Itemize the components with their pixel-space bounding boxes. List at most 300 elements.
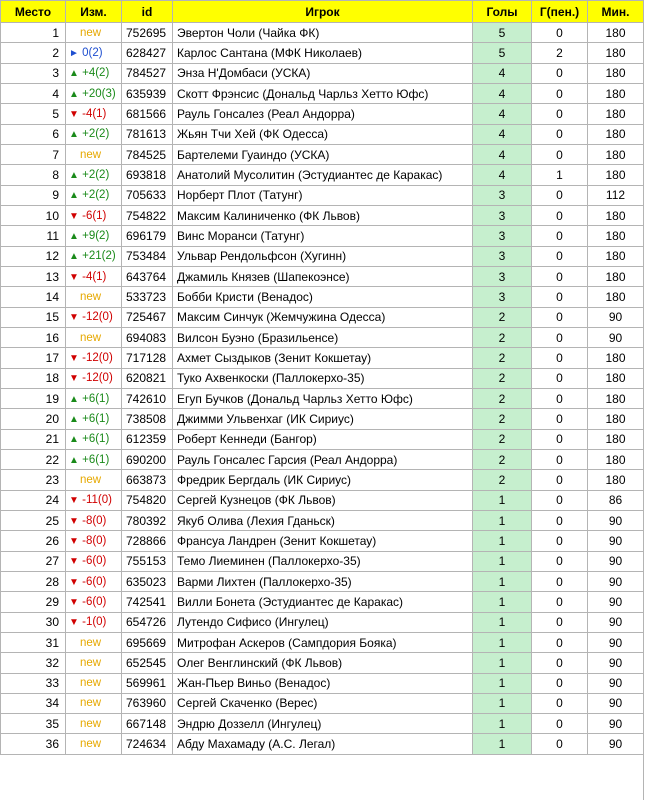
cell-penalties[interactable]: 0 (532, 205, 588, 225)
cell-penalties[interactable]: 0 (532, 571, 588, 591)
cell-player[interactable]: Жан-Пьер Виньо (Венадос) (173, 673, 473, 693)
cell-place[interactable]: 1 (1, 23, 66, 43)
cell-id[interactable]: 652545 (122, 653, 173, 673)
cell-place[interactable]: 8 (1, 165, 66, 185)
cell-goals[interactable]: 4 (473, 63, 532, 83)
cell-minutes[interactable]: 180 (588, 348, 644, 368)
cell-penalties[interactable]: 0 (532, 348, 588, 368)
table-row (1, 348, 644, 368)
cell-place[interactable]: 14 (1, 287, 66, 307)
cell-minutes[interactable]: 90 (588, 307, 644, 327)
cell-goals[interactable]: 3 (473, 266, 532, 286)
cell-place[interactable]: 28 (1, 571, 66, 591)
table-row (1, 592, 644, 612)
cell-id[interactable]: 717128 (122, 348, 173, 368)
cell-player[interactable]: Якуб Олива (Лехия Гданьск) (173, 510, 473, 530)
change-value: -6(0) (82, 555, 107, 568)
cell-minutes[interactable]: 112 (588, 185, 644, 205)
cell-player[interactable]: Роберт Кеннеди (Бангор) (173, 429, 473, 449)
cell-id[interactable]: 753484 (122, 246, 173, 266)
cell-change[interactable] (66, 734, 122, 754)
cell-id[interactable]: 728866 (122, 531, 173, 551)
cell-player[interactable]: Максим Калиниченко (ФК Львов) (173, 205, 473, 225)
cell-goals[interactable]: 4 (473, 104, 532, 124)
cell-change[interactable] (66, 653, 122, 673)
cell-change[interactable] (66, 510, 122, 530)
cell-change[interactable] (66, 490, 122, 510)
cell-minutes[interactable]: 180 (588, 409, 644, 429)
cell-id[interactable]: 755153 (122, 551, 173, 571)
cell-place[interactable]: 16 (1, 327, 66, 347)
cell-minutes[interactable]: 180 (588, 429, 644, 449)
cell-goals[interactable]: 1 (473, 612, 532, 632)
cell-id[interactable]: 781613 (122, 124, 173, 144)
cell-penalties[interactable]: 0 (532, 693, 588, 713)
cell-penalties[interactable]: 0 (532, 63, 588, 83)
cell-place[interactable]: 17 (1, 348, 66, 368)
cell-id[interactable]: 620821 (122, 368, 173, 388)
cell-minutes[interactable]: 180 (588, 124, 644, 144)
cell-goals[interactable]: 4 (473, 165, 532, 185)
cell-id[interactable]: 690200 (122, 449, 173, 469)
cell-penalties[interactable]: 0 (532, 653, 588, 673)
cell-id[interactable]: 705633 (122, 185, 173, 205)
cell-goals[interactable]: 1 (473, 714, 532, 734)
change-value: -11(0) (82, 494, 112, 507)
cell-change[interactable] (66, 693, 122, 713)
arrow-down-icon: ▼ (69, 617, 79, 629)
cell-player[interactable]: Ахмет Сыздыков (Зенит Кокшетау) (173, 348, 473, 368)
cell-player[interactable]: Сергей Скаченко (Верес) (173, 693, 473, 713)
table-row (1, 510, 644, 530)
cell-minutes[interactable]: 90 (588, 510, 644, 530)
cell-id[interactable]: 752695 (122, 23, 173, 43)
cell-place[interactable]: 29 (1, 592, 66, 612)
cell-place[interactable]: 15 (1, 307, 66, 327)
cell-place[interactable]: 10 (1, 205, 66, 225)
cell-goals[interactable]: 2 (473, 409, 532, 429)
arrow-down-icon: ▼ (69, 596, 79, 608)
cell-minutes[interactable]: 90 (588, 612, 644, 632)
change-value: new (80, 717, 102, 730)
cell-penalties[interactable]: 0 (532, 266, 588, 286)
table-row (1, 612, 644, 632)
table-row (1, 531, 644, 551)
cell-minutes[interactable]: 180 (588, 144, 644, 164)
cell-minutes[interactable]: 180 (588, 43, 644, 63)
cell-minutes[interactable]: 86 (588, 490, 644, 510)
cell-id[interactable]: 663873 (122, 470, 173, 490)
cell-player[interactable]: Темо Лиеминен (Паллокерхо-35) (173, 551, 473, 571)
cell-goals[interactable]: 1 (473, 653, 532, 673)
cell-minutes[interactable]: 180 (588, 83, 644, 103)
cell-player[interactable]: Олег Венглинский (ФК Львов) (173, 653, 473, 673)
table-row (1, 714, 644, 734)
cell-place[interactable]: 18 (1, 368, 66, 388)
cell-player[interactable]: Анатолий Мусолитин (Эстудиантес де Каракас) (173, 165, 473, 185)
cell-player[interactable]: Рауль Гонсалез (Реал Андорра) (173, 104, 473, 124)
cell-id[interactable]: 635939 (122, 83, 173, 103)
cell-place[interactable]: 6 (1, 124, 66, 144)
cell-change[interactable] (66, 205, 122, 225)
cell-place[interactable]: 34 (1, 693, 66, 713)
cell-minutes[interactable]: 180 (588, 368, 644, 388)
cell-player[interactable]: Бобби Кристи (Венадос) (173, 287, 473, 307)
cell-player[interactable]: Варми Лихтен (Паллокерхо-35) (173, 571, 473, 591)
cell-place[interactable]: 22 (1, 449, 66, 469)
cell-penalties[interactable]: 0 (532, 307, 588, 327)
cell-id[interactable]: 754822 (122, 205, 173, 225)
cell-penalties[interactable]: 0 (532, 714, 588, 734)
cell-change[interactable] (66, 287, 122, 307)
cell-penalties[interactable]: 0 (532, 449, 588, 469)
cell-change[interactable] (66, 632, 122, 652)
cell-penalties[interactable]: 0 (532, 632, 588, 652)
cell-change[interactable] (66, 612, 122, 632)
cell-goals[interactable]: 2 (473, 470, 532, 490)
change-value: +6(1) (82, 392, 110, 405)
change-value: new (80, 656, 102, 669)
cell-id[interactable]: 784525 (122, 144, 173, 164)
cell-id[interactable]: 681566 (122, 104, 173, 124)
cell-place[interactable]: 30 (1, 612, 66, 632)
cell-goals[interactable]: 1 (473, 551, 532, 571)
cell-place[interactable]: 24 (1, 490, 66, 510)
table-row (1, 63, 644, 83)
table-body (1, 23, 644, 755)
cell-minutes[interactable]: 90 (588, 673, 644, 693)
cell-goals[interactable]: 1 (473, 632, 532, 652)
cell-minutes[interactable]: 90 (588, 531, 644, 551)
header-player[interactable]: Игрок (173, 1, 473, 23)
cell-place[interactable]: 31 (1, 632, 66, 652)
cell-place[interactable]: 20 (1, 409, 66, 429)
header-id[interactable]: id (122, 1, 173, 23)
cell-penalties[interactable]: 0 (532, 327, 588, 347)
cell-penalties[interactable]: 0 (532, 23, 588, 43)
cell-change[interactable] (66, 185, 122, 205)
cell-place[interactable]: 12 (1, 246, 66, 266)
cell-id[interactable]: 742541 (122, 592, 173, 612)
header-minutes[interactable]: Мин. (588, 1, 644, 23)
cell-id[interactable]: 694083 (122, 327, 173, 347)
cell-place[interactable]: 4 (1, 83, 66, 103)
cell-id[interactable]: 780392 (122, 510, 173, 530)
cell-penalties[interactable]: 0 (532, 673, 588, 693)
cell-id[interactable]: 612359 (122, 429, 173, 449)
arrow-up-icon: ▲ (69, 230, 79, 242)
cell-penalties[interactable]: 0 (532, 83, 588, 103)
change-value: new (80, 473, 102, 486)
cell-id[interactable]: 754820 (122, 490, 173, 510)
cell-minutes[interactable]: 180 (588, 388, 644, 408)
cell-minutes[interactable]: 180 (588, 165, 644, 185)
cell-penalties[interactable]: 0 (532, 470, 588, 490)
cell-place[interactable]: 5 (1, 104, 66, 124)
cell-goals[interactable]: 2 (473, 388, 532, 408)
cell-change[interactable] (66, 124, 122, 144)
cell-id[interactable]: 569961 (122, 673, 173, 693)
cell-player[interactable]: Эвертон Чоли (Чайка ФК) (173, 23, 473, 43)
cell-change[interactable] (66, 429, 122, 449)
cell-penalties[interactable]: 0 (532, 409, 588, 429)
cell-goals[interactable]: 3 (473, 246, 532, 266)
cell-player[interactable]: Джимми Ульвенхаг (ИК Сириус) (173, 409, 473, 429)
cell-place[interactable]: 35 (1, 714, 66, 734)
table-row (1, 653, 644, 673)
cell-change[interactable] (66, 83, 122, 103)
table-row (1, 327, 644, 347)
cell-minutes[interactable]: 90 (588, 551, 644, 571)
cell-change[interactable] (66, 673, 122, 693)
cell-minutes[interactable]: 180 (588, 63, 644, 83)
cell-change[interactable] (66, 307, 122, 327)
cell-place[interactable]: 19 (1, 388, 66, 408)
cell-player[interactable]: Норберт Плот (Татунг) (173, 185, 473, 205)
cell-minutes[interactable]: 90 (588, 693, 644, 713)
cell-id[interactable]: 742610 (122, 388, 173, 408)
cell-place[interactable]: 2 (1, 43, 66, 63)
cell-id[interactable]: 635023 (122, 571, 173, 591)
cell-player[interactable]: Жьян Тчи Хей (ФК Одесса) (173, 124, 473, 144)
cell-minutes[interactable]: 180 (588, 226, 644, 246)
cell-change[interactable] (66, 23, 122, 43)
cell-place[interactable]: 27 (1, 551, 66, 571)
cell-penalties[interactable]: 0 (532, 592, 588, 612)
cell-minutes[interactable]: 90 (588, 632, 644, 652)
cell-player[interactable]: Митрофан Аскеров (Сампдория Бояка) (173, 632, 473, 652)
cell-place[interactable]: 21 (1, 429, 66, 449)
cell-minutes[interactable]: 90 (588, 571, 644, 591)
cell-place[interactable]: 33 (1, 673, 66, 693)
cell-player[interactable]: Вилсон Буэно (Бразильенсе) (173, 327, 473, 347)
cell-place[interactable]: 32 (1, 653, 66, 673)
table-row (1, 287, 644, 307)
arrow-down-icon: ▼ (69, 108, 79, 120)
cell-place[interactable]: 3 (1, 63, 66, 83)
cell-place[interactable]: 9 (1, 185, 66, 205)
cell-change[interactable] (66, 165, 122, 185)
cell-goals[interactable]: 4 (473, 124, 532, 144)
cell-change[interactable] (66, 144, 122, 164)
cell-penalties[interactable]: 0 (532, 246, 588, 266)
cell-change[interactable] (66, 449, 122, 469)
cell-player[interactable]: Лутендо Сифисо (Ингулец) (173, 612, 473, 632)
cell-penalties[interactable]: 0 (532, 226, 588, 246)
cell-minutes[interactable]: 180 (588, 470, 644, 490)
cell-minutes[interactable]: 180 (588, 449, 644, 469)
cell-id[interactable]: 696179 (122, 226, 173, 246)
cell-id[interactable]: 695669 (122, 632, 173, 652)
cell-penalties[interactable]: 0 (532, 429, 588, 449)
cell-change[interactable] (66, 714, 122, 734)
cell-penalties[interactable]: 2 (532, 43, 588, 63)
cell-change[interactable] (66, 266, 122, 286)
cell-change[interactable] (66, 470, 122, 490)
table-row (1, 165, 644, 185)
cell-penalties[interactable]: 0 (532, 124, 588, 144)
cell-minutes[interactable]: 90 (588, 327, 644, 347)
header-goals[interactable]: Голы (473, 1, 532, 23)
cell-place[interactable]: 36 (1, 734, 66, 754)
change-value: -8(0) (82, 514, 107, 527)
header-change[interactable]: Изм. (66, 1, 122, 23)
cell-id[interactable]: 725467 (122, 307, 173, 327)
cell-player[interactable]: Франсуа Ландрен (Зенит Кокшетау) (173, 531, 473, 551)
cell-id[interactable]: 784527 (122, 63, 173, 83)
cell-penalties[interactable]: 0 (532, 510, 588, 530)
arrow-down-icon: ▼ (69, 576, 79, 588)
arrow-down-icon: ▼ (69, 312, 79, 324)
change-value: new (80, 677, 102, 690)
cell-change[interactable] (66, 63, 122, 83)
cell-player[interactable]: Бартелеми Гуаиндо (УСКА) (173, 144, 473, 164)
change-value: 0(2) (82, 46, 103, 59)
cell-minutes[interactable]: 90 (588, 653, 644, 673)
cell-player[interactable]: Винс Моранси (Татунг) (173, 226, 473, 246)
cell-minutes[interactable]: 180 (588, 287, 644, 307)
cell-id[interactable]: 738508 (122, 409, 173, 429)
header-penalties[interactable]: Г(пен.) (532, 1, 588, 23)
header-place[interactable]: Место (1, 1, 66, 23)
arrow-down-icon: ▼ (69, 210, 79, 222)
cell-minutes[interactable]: 180 (588, 266, 644, 286)
cell-penalties[interactable]: 0 (532, 388, 588, 408)
cell-player[interactable]: Рауль Гонсалес Гарсия (Реал Андорра) (173, 449, 473, 469)
cell-penalties[interactable]: 0 (532, 551, 588, 571)
cell-goals[interactable]: 1 (473, 490, 532, 510)
cell-change[interactable] (66, 327, 122, 347)
cell-place[interactable]: 11 (1, 226, 66, 246)
table-row (1, 449, 644, 469)
cell-minutes[interactable]: 180 (588, 104, 644, 124)
cell-goals[interactable]: 1 (473, 571, 532, 591)
cell-goals[interactable]: 3 (473, 205, 532, 225)
cell-player[interactable]: Максим Синчук (Жемчужина Одесса) (173, 307, 473, 327)
cell-id[interactable]: 533723 (122, 287, 173, 307)
cell-goals[interactable]: 2 (473, 348, 532, 368)
cell-id[interactable]: 724634 (122, 734, 173, 754)
cell-id[interactable]: 667148 (122, 714, 173, 734)
cell-goals[interactable]: 1 (473, 510, 532, 530)
cell-goals[interactable]: 1 (473, 734, 532, 754)
cell-player[interactable]: Туко Ахвенкоски (Паллокерхо-35) (173, 368, 473, 388)
cell-id[interactable]: 693818 (122, 165, 173, 185)
cell-place[interactable]: 25 (1, 510, 66, 530)
cell-change[interactable] (66, 571, 122, 591)
cell-goals[interactable]: 2 (473, 429, 532, 449)
table-row (1, 104, 644, 124)
cell-player[interactable]: Егуп Бучков (Дональд Чарльз Хетто Юфс) (173, 388, 473, 408)
cell-goals[interactable]: 4 (473, 144, 532, 164)
change-value: +6(1) (82, 412, 110, 425)
cell-minutes[interactable]: 180 (588, 205, 644, 225)
cell-id[interactable]: 654726 (122, 612, 173, 632)
cell-change[interactable] (66, 531, 122, 551)
cell-penalties[interactable]: 0 (532, 734, 588, 754)
cell-goals[interactable]: 2 (473, 307, 532, 327)
cell-player[interactable]: Ульвар Рендольфсон (Хугинн) (173, 246, 473, 266)
cell-change[interactable] (66, 388, 122, 408)
cell-player[interactable]: Энза Н'Домбаси (УСКА) (173, 63, 473, 83)
cell-penalties[interactable]: 0 (532, 531, 588, 551)
cell-goals[interactable]: 1 (473, 592, 532, 612)
cell-penalties[interactable]: 0 (532, 104, 588, 124)
cell-goals[interactable]: 1 (473, 531, 532, 551)
cell-player[interactable]: Вилли Бонета (Эстудиантес де Каракас) (173, 592, 473, 612)
table-row (1, 124, 644, 144)
change-value: +2(2) (82, 189, 110, 202)
cell-place[interactable]: 13 (1, 266, 66, 286)
cell-minutes[interactable]: 180 (588, 246, 644, 266)
cell-change[interactable] (66, 246, 122, 266)
cell-change[interactable] (66, 226, 122, 246)
change-value: -6(0) (82, 595, 107, 608)
cell-place[interactable]: 26 (1, 531, 66, 551)
cell-change[interactable] (66, 348, 122, 368)
cell-id[interactable]: 628427 (122, 43, 173, 63)
cell-penalties[interactable]: 1 (532, 165, 588, 185)
cell-player[interactable]: Джамиль Князев (Шапекоэнсе) (173, 266, 473, 286)
cell-penalties[interactable]: 0 (532, 612, 588, 632)
cell-change[interactable] (66, 409, 122, 429)
cell-goals[interactable]: 4 (473, 83, 532, 103)
cell-goals[interactable]: 3 (473, 287, 532, 307)
cell-change[interactable] (66, 551, 122, 571)
cell-change[interactable] (66, 104, 122, 124)
cell-penalties[interactable]: 0 (532, 144, 588, 164)
cell-change[interactable] (66, 368, 122, 388)
cell-minutes[interactable]: 180 (588, 23, 644, 43)
cell-minutes[interactable]: 90 (588, 734, 644, 754)
cell-goals[interactable]: 3 (473, 185, 532, 205)
cell-id[interactable]: 643764 (122, 266, 173, 286)
cell-penalties[interactable]: 0 (532, 185, 588, 205)
cell-player[interactable]: Абду Махамаду (А.С. Легал) (173, 734, 473, 754)
cell-goals[interactable]: 3 (473, 226, 532, 246)
cell-minutes[interactable]: 90 (588, 714, 644, 734)
table-row (1, 226, 644, 246)
arrow-down-icon: ▼ (69, 535, 79, 547)
cell-place[interactable]: 7 (1, 144, 66, 164)
cell-goals[interactable]: 2 (473, 368, 532, 388)
change-value: +2(2) (82, 168, 110, 181)
cell-player[interactable]: Скотт Фрэнсис (Дональд Чарльз Хетто Юфс) (173, 83, 473, 103)
cell-penalties[interactable]: 0 (532, 287, 588, 307)
cell-player[interactable]: Эндрю Доззелл (Ингулец) (173, 714, 473, 734)
cell-minutes[interactable]: 90 (588, 592, 644, 612)
cell-goals[interactable]: 5 (473, 23, 532, 43)
cell-goals[interactable]: 1 (473, 673, 532, 693)
cell-goals[interactable]: 1 (473, 693, 532, 713)
cell-penalties[interactable]: 0 (532, 368, 588, 388)
cell-player[interactable]: Фредрик Бергдаль (ИК Сириус) (173, 470, 473, 490)
cell-id[interactable]: 763960 (122, 693, 173, 713)
cell-player[interactable]: Сергей Кузнецов (ФК Львов) (173, 490, 473, 510)
change-value: -8(0) (82, 534, 107, 547)
cell-penalties[interactable]: 0 (532, 490, 588, 510)
cell-change[interactable] (66, 592, 122, 612)
table-row (1, 205, 644, 225)
cell-goals[interactable]: 5 (473, 43, 532, 63)
cell-place[interactable]: 23 (1, 470, 66, 490)
cell-goals[interactable]: 2 (473, 449, 532, 469)
cell-change[interactable] (66, 43, 122, 63)
cell-player[interactable]: Карлос Сантана (МФК Николаев) (173, 43, 473, 63)
change-value: -4(1) (82, 270, 107, 283)
arrow-up-icon: ▲ (69, 454, 79, 466)
cell-goals[interactable]: 2 (473, 327, 532, 347)
